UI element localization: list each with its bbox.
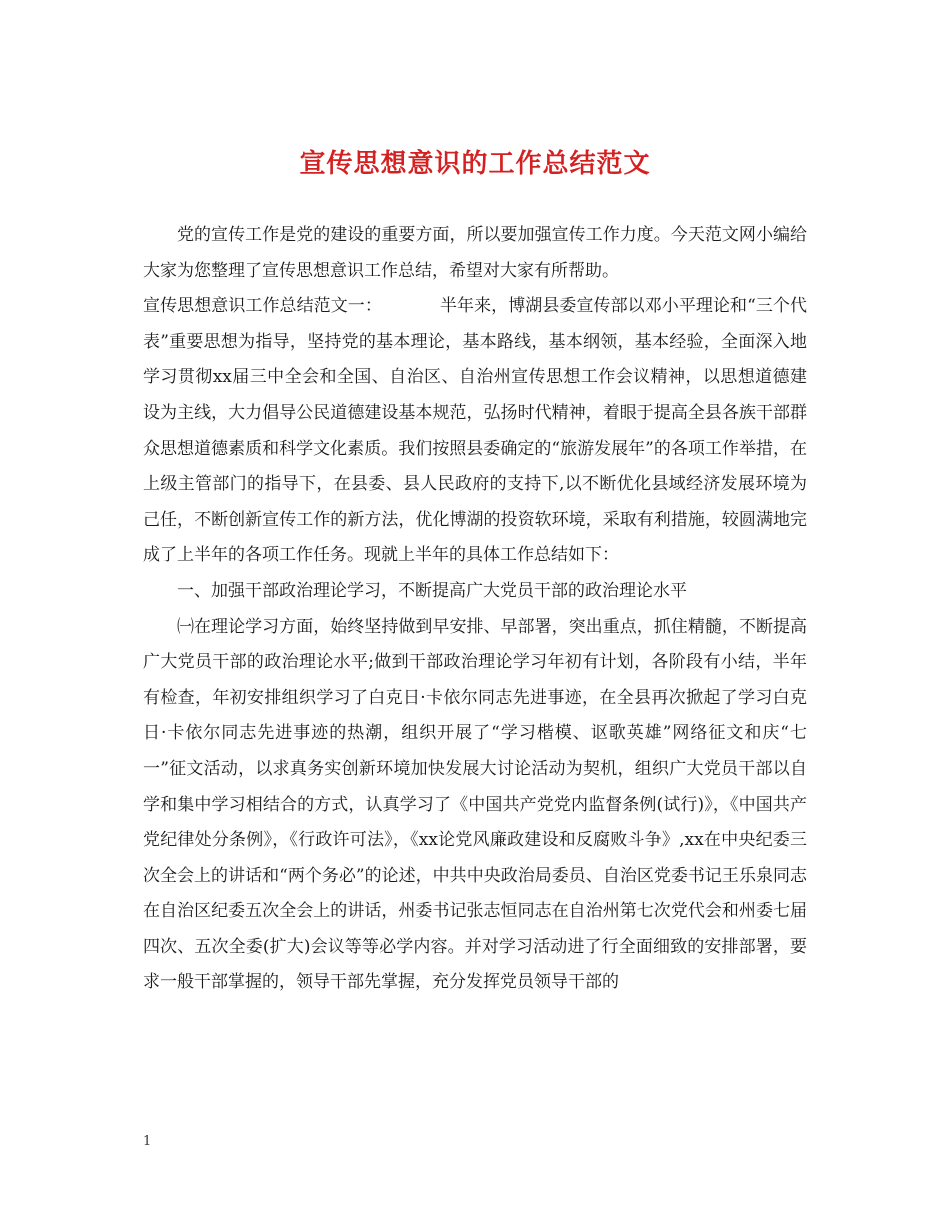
page-number: 1 — [143, 1134, 152, 1149]
sample-text: 半年来，博湖县委宣传部以邓小平理论和“三个代表”重要思想为指导，坚持党的基本理论，基本路线，基本纲领，基本经验，全面深入地学习贯彻xx届三中全会和全国、自治区、自治州宣传思想工作会议精神，以思想道德建设为主线，大力倡导公民道德建设基本规范，弘扬时代精神，着眼于提高全县各族干部群众思想道德素质和科学文化素质。我们按照县委确定的“旅游发展年”的各项工作举措，在上级主管部门的指导下，在县委、县人民政府的支持下,以不断优化县域经济发展环境为己任，不断创新宣传工作的新方法，优化博湖的投资软环境，采取有利措施，较圆满地完成了上半年的各项工作任务。现就上半年的具体工作总结如下： — [143, 296, 807, 566]
section-heading: 一、加强干部政治理论学习，不断提高广大党员干部的政治理论水平 — [177, 580, 687, 601]
document-title: 宣传思想意识的工作总结范文 — [299, 149, 651, 179]
sample-label: 宣传思想意识工作总结范文一： — [143, 296, 382, 317]
document-body — [143, 218, 807, 1001]
section-paragraph: ㈠在理论学习方面，始终坚持做到早安排、早部署，突出重点，抓住精髓，不断提高广大党员干部的政治理论水平;做到干部政治理论学习年初有计划，各阶段有小结，半年有检查，年初安排组织学习了白克日·卡依尔同志先进事迹，在全县再次掀起了学习白克日·卡依尔同志先进事迹的热潮，组织开展了“学习楷模、讴歌英雄”网络征文和庆“七一”征文活动，以求真务实创新环境加快发展大讨论活动为契机，组织广大党员干部以自学和集中学习相结合的方式，认真学习了《中国共产党党内监督条例(试行)》，《中国共产党纪律处分条例》，《行政许可法》，《xx论党风廉政建设和反腐败斗争》,xx在中央纪委三次全会上的讲话和“两个务必”的论述，中共中央政治局委员、自治区党委书记王乐泉同志在自治区纪委五次全会上的讲话，州委书记张志恒同志在自治州第七次党代会和州委七届四次、五次全委(扩大)会议等等必学内容。并对学习活动进了行全面细致的安排部署，要求一般干部掌握的，领导干部先掌握，充分发挥党员领导干部的 — [143, 616, 807, 993]
sample-paragraph — [143, 289, 807, 574]
intro-paragraph: 党的宣传工作是党的建设的重要方面，所以要加强宣传工作力度。今天范文网小编给大家为您整理了宣传思想意识工作总结，希望对大家有所帮助。 — [143, 225, 807, 281]
